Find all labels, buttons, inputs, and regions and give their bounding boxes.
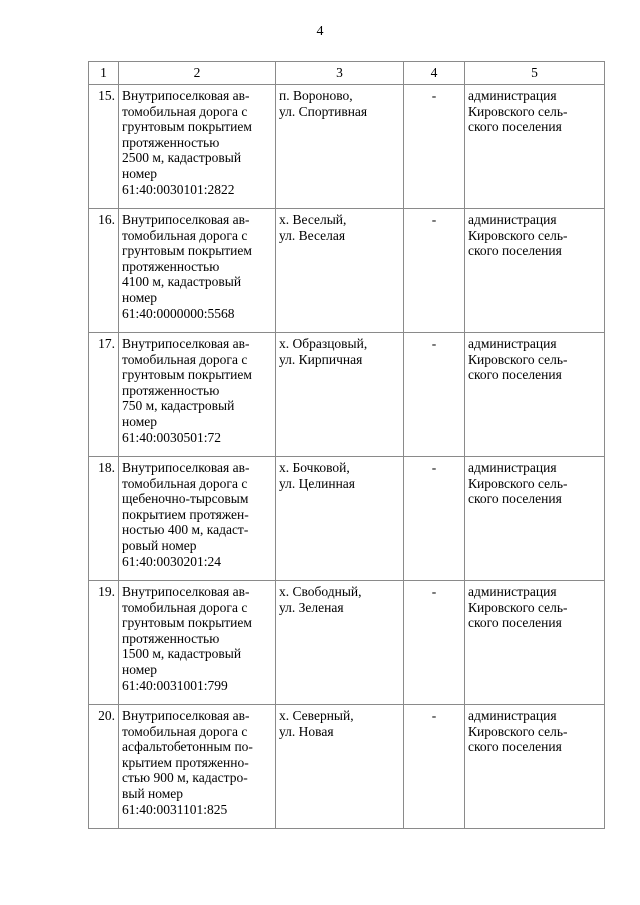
- road-location: п. Вороново, ул. Спортивная: [276, 85, 404, 209]
- road-location: х. Северный, ул. Новая: [276, 705, 404, 829]
- column-4-value: -: [404, 457, 465, 581]
- page-number: 4: [316, 24, 324, 39]
- row-number: 19.: [89, 581, 119, 705]
- road-registry-table: [88, 61, 605, 829]
- column-4-value: -: [404, 581, 465, 705]
- column-header-1: 1: [89, 62, 119, 85]
- road-description: Внутрипоселковая ав- томобильная дорога с грунтовым покрытием протяженностью 2500 м, кадастровый номер 61:40:0030101:2822: [119, 85, 276, 209]
- road-description: Внутрипоселковая ав- томобильная дорога с грунтовым покрытием протяженностью 750 м, кадастровый номер 61:40:0030501:72: [119, 333, 276, 457]
- road-owner: администрация Кировского сель- ского поселения: [465, 209, 605, 333]
- column-header-5: 5: [465, 62, 605, 85]
- road-owner: администрация Кировского сель- ского поселения: [465, 457, 605, 581]
- column-header-4: 4: [404, 62, 465, 85]
- column-4-value: -: [404, 209, 465, 333]
- road-location: х. Свободный, ул. Зеленая: [276, 581, 404, 705]
- table-row: [89, 705, 605, 829]
- column-header-2: 2: [119, 62, 276, 85]
- column-4-value: -: [404, 85, 465, 209]
- road-description: Внутрипоселковая ав- томобильная дорога с щебеночно-тырсовым покрытием протяжен- ностью 400 м, кадаст- ровый номер 61:40:0030201:24: [119, 457, 276, 581]
- table-row: [89, 457, 605, 581]
- road-owner: администрация Кировского сель- ского поселения: [465, 85, 605, 209]
- table-row: [89, 85, 605, 209]
- table-row: [89, 209, 605, 333]
- column-4-value: -: [404, 333, 465, 457]
- row-number: 18.: [89, 457, 119, 581]
- road-description: Внутрипоселковая ав- томобильная дорога с асфальтобетонным по- крытием протяженно- стью 900 м, кадастро- вый номер 61:40:0031101:825: [119, 705, 276, 829]
- road-location: х. Бочковой, ул. Целинная: [276, 457, 404, 581]
- column-4-value: -: [404, 705, 465, 829]
- table-row: [89, 581, 605, 705]
- road-location: х. Образцовый, ул. Кирпичная: [276, 333, 404, 457]
- table-row: [89, 333, 605, 457]
- column-header-3: 3: [276, 62, 404, 85]
- row-number: 15.: [89, 85, 119, 209]
- road-owner: администрация Кировского сель- ского поселения: [465, 333, 605, 457]
- row-number: 20.: [89, 705, 119, 829]
- road-owner: администрация Кировского сель- ского поселения: [465, 705, 605, 829]
- row-number: 17.: [89, 333, 119, 457]
- road-owner: администрация Кировского сель- ского поселения: [465, 581, 605, 705]
- road-description: Внутрипоселковая ав- томобильная дорога с грунтовым покрытием протяженностью 4100 м, кадастровый номер 61:40:0000000:5568: [119, 209, 276, 333]
- table-header-row: [89, 62, 605, 85]
- road-description: Внутрипоселковая ав- томобильная дорога с грунтовым покрытием протяженностью 1500 м, кадастровый номер 61:40:0031001:799: [119, 581, 276, 705]
- row-number: 16.: [89, 209, 119, 333]
- road-location: х. Веселый, ул. Веселая: [276, 209, 404, 333]
